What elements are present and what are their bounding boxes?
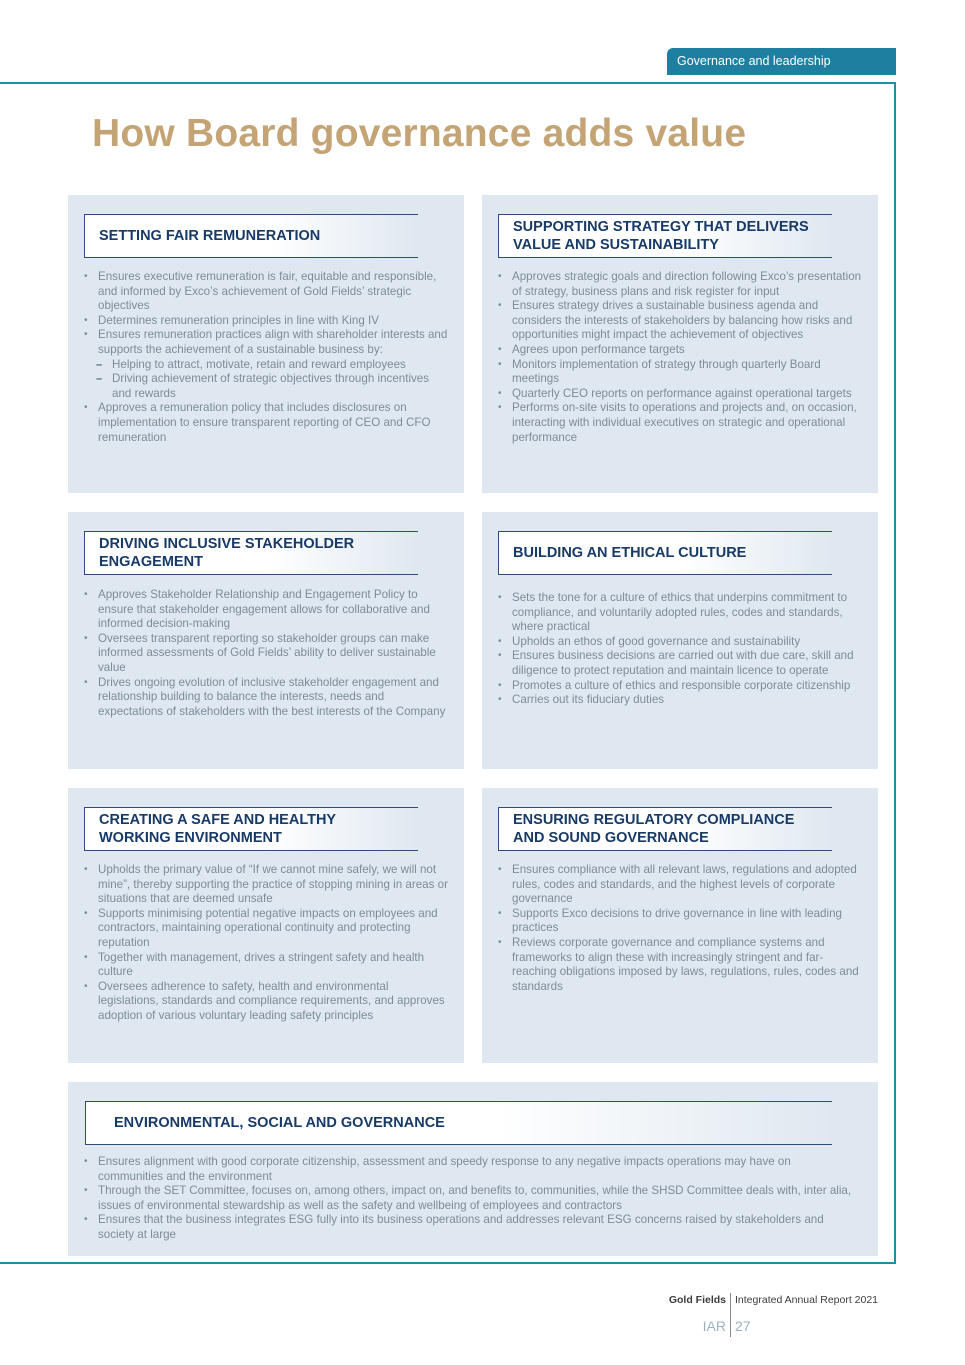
bullet-item: • Ensures strategy drives a sustainable business agenda and considers the interests of stakeholders by balancing how risks and opportunities might impact the achievement of objectives	[498, 299, 862, 343]
panel-heading: SUPPORTING STRATEGY THAT DELIVERS VALUE AND SUSTAINABILITY	[513, 219, 809, 253]
footer-divider	[730, 1293, 731, 1337]
panel-heading-box	[84, 807, 418, 851]
bullet-item: • Drives ongoing evolution of inclusive stakeholder engagement and relationship building to balance the interests, needs and expectations of stakeholders with the best interests of the Company	[84, 676, 448, 720]
bullet-list	[84, 588, 448, 719]
bullet-list	[498, 863, 862, 994]
page-number: 27	[735, 1318, 751, 1334]
bullet-list	[84, 1155, 858, 1243]
bullet-item: • Approves strategic goals and direction following Exco’s presentation of strategy, business plans and risk register for input	[498, 270, 862, 299]
bullet-item: • Ensures remuneration practices align with shareholder interests and supports the achievement of a sustainable business by:	[84, 328, 448, 357]
bullet-list	[84, 270, 448, 445]
bullet-item: • Supports Exco decisions to drive governance in line with leading practices	[498, 907, 862, 936]
footer-iar-label: IAR	[702, 1318, 726, 1334]
panel-heading: ENSURING REGULATORY COMPLIANCE AND SOUND GOVERNANCE	[513, 812, 795, 846]
bullet-item: • Ensures that the business integrates ESG fully into its business operations and addresses relevant ESG concerns raised by stakeholders and society at large	[84, 1213, 858, 1242]
bullet-item: • Approves Stakeholder Relationship and Engagement Policy to ensure that stakeholder engagement allows for collaborative and informed decision-making	[84, 588, 448, 632]
sub-bullet-item: – Helping to attract, motivate, retain and reward employees	[84, 358, 448, 373]
panel-heading: BUILDING AN ETHICAL CULTURE	[513, 545, 747, 561]
panel-heading-box	[85, 1101, 832, 1145]
panel-heading: CREATING A SAFE AND HEALTHY WORKING ENVIRONMENT	[99, 812, 336, 846]
bullet-item: • Agrees upon performance targets	[498, 343, 862, 358]
bullet-item: • Upholds the primary value of “If we cannot mine safely, we will not mine”, thereby supporting the practice of stopping mining in areas or situations that are deemed unsafe	[84, 863, 448, 907]
bullet-list	[498, 270, 862, 445]
bullet-item: • Reviews corporate governance and compliance systems and frameworks to align these with increasingly stringent and far-reaching obligations imposed by laws, regulations, rules, codes and standards	[498, 936, 862, 994]
bullet-item: • Monitors implementation of strategy through quarterly Board meetings	[498, 358, 862, 387]
panel-regulatory-compliance	[482, 788, 878, 1063]
bullet-list	[498, 591, 862, 708]
section-tab: Governance and leadership	[667, 48, 896, 75]
panel-heading: SETTING FAIR REMUNERATION	[99, 228, 321, 244]
panel-heading-box	[84, 214, 418, 258]
bullet-item: • Quarterly CEO reports on performance against operational targets	[498, 387, 862, 402]
panel-heading-box	[84, 531, 418, 575]
bullet-item: • Ensures executive remuneration is fair, equitable and responsible, and informed by Exco’s achievement of Gold Fields’ strategic objectives	[84, 270, 448, 314]
bullet-item: • Ensures alignment with good corporate citizenship, assessment and speedy response to any negative impacts operations may have on communities and the environment	[84, 1155, 858, 1184]
panel-building-ethical-culture	[482, 512, 878, 769]
bullet-item: • Upholds an ethos of good governance and sustainability	[498, 635, 862, 650]
bullet-item: • Determines remuneration principles in line with King IV	[84, 314, 448, 329]
bullet-item: • Approves a remuneration policy that includes disclosures on implementation to ensure transparent reporting of CEO and CFO remuneration	[84, 401, 448, 445]
bullet-item: • Oversees adherence to safety, health and environmental legislations, standards and compliance requirements, and approves adoption of various voluntary leading safety principles	[84, 980, 448, 1024]
bullet-item: • Together with management, drives a stringent safety and health culture	[84, 951, 448, 980]
footer-report-title: Integrated Annual Report 2021	[735, 1294, 879, 1306]
bullet-item: • Supports minimising potential negative impacts on employees and contractors, maintaining operational continuity and protecting reputation	[84, 907, 448, 951]
bullet-item: • Performs on-site visits to operations and projects and, on occasion, interacting with individual executives on strategic and operational performance	[498, 401, 862, 445]
panel-safe-healthy-environment	[68, 788, 464, 1063]
bullet-item: • Promotes a culture of ethics and responsible corporate citizenship	[498, 679, 862, 694]
bullet-item: • Ensures compliance with all relevant laws, regulations and adopted rules, codes and standards, and the highest levels of corporate governance	[498, 863, 862, 907]
panel-heading-box	[498, 214, 832, 258]
panel-setting-fair-remuneration	[68, 195, 464, 493]
bullet-item: • Sets the tone for a culture of ethics that underpins commitment to compliance, and voluntarily adopted rules, codes and standards, where practical	[498, 591, 862, 635]
panel-driving-stakeholder-engagement	[68, 512, 464, 769]
bullet-item: • Oversees transparent reporting so stakeholder groups can make informed assessments of Gold Fields’ ability to deliver sustainable value	[84, 632, 448, 676]
frame-right-rule	[894, 82, 896, 1264]
footer-brand: Gold Fields	[668, 1294, 726, 1306]
panel-heading-box	[498, 807, 832, 851]
panel-heading: ENVIRONMENTAL, SOCIAL AND GOVERNANCE	[114, 1115, 445, 1131]
sub-bullet-item: – Driving achievement of strategic objectives through incentives and rewards	[84, 372, 448, 401]
page-title: How Board governance adds value	[92, 112, 747, 155]
bullet-item: • Carries out its fiduciary duties	[498, 693, 862, 708]
panel-heading: DRIVING INCLUSIVE STAKEHOLDER ENGAGEMENT	[99, 536, 355, 570]
bullet-item: • Ensures business decisions are carried out with due care, skill and diligence to protect reputation and maintain licence to operate	[498, 649, 862, 678]
bullet-list	[84, 863, 448, 1024]
frame-bottom-rule	[0, 1262, 896, 1264]
panel-supporting-strategy	[482, 195, 878, 493]
panel-heading-box	[498, 531, 832, 575]
bullet-item: • Through the SET Committee, focuses on, among others, impact on, and benefits to, communities, while the SHSD Committee deals with, inter alia, issues of environmental stewardship as well as the safety and wellbeing of employees and contractors	[84, 1184, 858, 1213]
panel-esg	[68, 1082, 878, 1256]
frame-top-rule	[0, 82, 896, 84]
